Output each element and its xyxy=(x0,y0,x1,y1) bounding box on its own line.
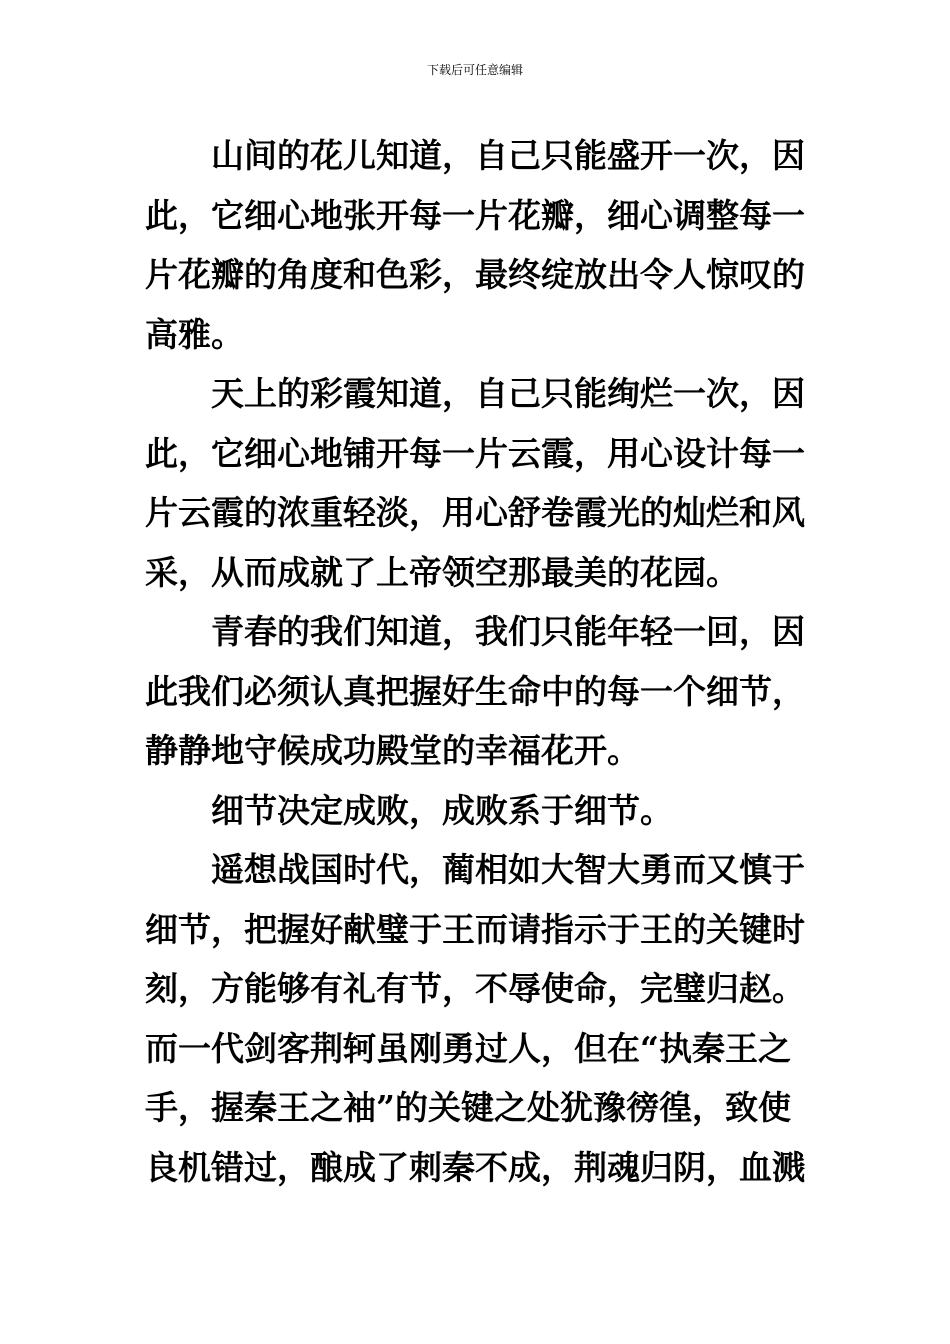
text-line: 天上的彩霞知道，自己只能绚烂一次，因 xyxy=(211,374,805,413)
text-line: 片云霞的浓重轻淡，用心舒卷霞光的灿烂和风 xyxy=(145,493,805,532)
body-text xyxy=(145,126,810,1197)
text-line: 此我们必须认真把握好生命中的每一个细节， xyxy=(145,671,805,711)
text-line: 遥想战国时代，蔺相如大智大勇而又慎于 xyxy=(211,850,805,889)
text-line: 高雅。 xyxy=(145,314,244,354)
text-line: 细节，把握好献璧于王而请指示于王的关键时 xyxy=(145,909,805,949)
text-line: 青春的我们知道，我们只能年轻一回，因 xyxy=(211,612,805,651)
text-line: 刻，方能够有礼有节，不辱使命，完璧归赵。 xyxy=(145,969,805,1008)
text-line: 细节决定成败，成败系于细节。 xyxy=(211,790,673,830)
text-line: 此，它细心地张开每一片花瓣，细心调整每一 xyxy=(145,195,805,235)
text-line: 良机错过，酿成了刺秦不成，荆魂归阴，血溅 xyxy=(145,1147,805,1187)
text-line: 手，握秦王之袖”的关键之处犹豫徬徨，致使 xyxy=(145,1088,791,1127)
text-line: 山间的花儿知道，自己只能盛开一次，因 xyxy=(211,136,805,175)
text-line: 静静地守候成功殿堂的幸福花开。 xyxy=(145,731,640,770)
text-line: 片花瓣的角度和色彩，最终绽放出令人惊叹的 xyxy=(145,255,805,294)
text-line: 此，它细心地铺开每一片云霞，用心设计每一 xyxy=(145,433,805,473)
text-line: 采，从而成就了上帝领空那最美的花园。 xyxy=(145,552,739,592)
header-note: 下载后可任意编辑 xyxy=(426,63,523,77)
text-line: 而一代剑客荆轲虽刚勇过人，但在“执秦王之 xyxy=(145,1028,791,1068)
